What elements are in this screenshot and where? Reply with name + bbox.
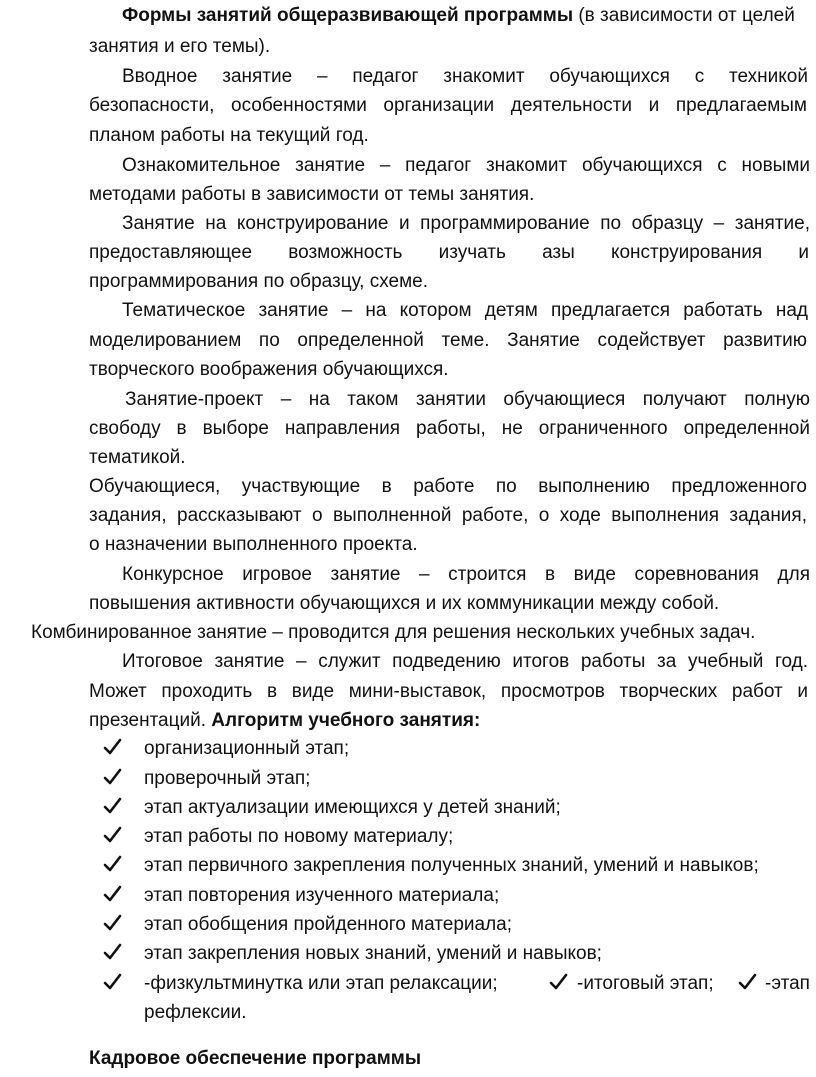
text-line: методами работы в зависимости от темы занятия. — [89, 184, 535, 205]
check-icon — [103, 737, 122, 761]
check-icon — [103, 972, 122, 996]
check-icon — [103, 942, 122, 966]
check-icon — [103, 767, 122, 791]
text-line: -этап — [765, 973, 810, 994]
text-line: рефлексии. — [144, 1002, 247, 1023]
text-line: творческого воображения обучающихся. — [89, 359, 449, 380]
text-line: -физкультминутка или этап релаксации; — [144, 973, 498, 994]
algorithm-step: организационный этап; — [144, 738, 350, 759]
algorithm-step: этап повторения изученного материала; — [144, 885, 500, 906]
text-line: программирования по образцу, схеме. — [89, 271, 428, 292]
forms-heading: Формы занятий общеразвивающей программы — [122, 5, 574, 26]
text-line: Может проходить в виде мини-выставок, просмотров творческих работ и — [89, 681, 808, 702]
text-line: Обучающиеся, участвующие в работе по выполнению предложенного — [89, 476, 807, 497]
algorithm-step: этап актуализации имеющихся у детей знаний; — [144, 797, 561, 818]
forms-heading-rest: (в зависимости от целей — [573, 5, 795, 26]
text-line: повышения активности обучающихся и их коммуникации между собой. — [89, 593, 720, 614]
check-icon — [103, 796, 122, 820]
text-line: Занятие-проект – на таком занятии обучающиеся получают полную — [125, 389, 810, 410]
text-line: Итоговое занятие – служит подведению итогов работы за учебный год. — [122, 651, 808, 672]
algorithm-heading: Алгоритм учебного занятия: — [211, 710, 481, 731]
check-icon — [103, 913, 122, 937]
text-line — [89, 709, 480, 733]
text-line: -итоговый этап; — [577, 973, 714, 994]
text-line: планом работы на текущий год. — [89, 125, 369, 146]
algorithm-step: этап обобщения пройденного материала; — [144, 914, 513, 935]
text-line: задания, рассказывают о выполненной работе, о ходе выполнения задания, — [89, 505, 807, 526]
text-line: Вводное занятие – педагог знакомит обучающихся с техникой — [122, 66, 808, 87]
staffing-heading-text: Кадровое обеспечение программы — [89, 1048, 422, 1069]
text-span: презентаций. — [89, 710, 207, 731]
staffing-heading — [89, 1047, 421, 1071]
text-line: Конкурсное игровое занятие – строится в виде соревнования для — [122, 564, 810, 585]
check-icon — [103, 825, 122, 849]
algorithm-step: проверочный этап; — [144, 768, 311, 789]
check-icon — [103, 854, 122, 878]
check-icon — [549, 972, 568, 996]
text-line: о назначении выполненного проекта. — [89, 534, 418, 555]
text-line: предоставляющее возможность изучать азы конструирования и — [89, 242, 809, 263]
forms-heading-line — [122, 4, 795, 28]
text-line: свободу в выборе направления работы, не ограниченного определенной — [89, 418, 810, 439]
check-icon — [738, 972, 757, 996]
algorithm-step: этап работы по новому материалу; — [144, 826, 454, 847]
text-line: тематикой. — [89, 447, 186, 468]
check-icon — [103, 884, 122, 908]
text-line: Занятие на конструирование и программирование по образцу – занятие, — [122, 213, 810, 234]
text-line: Тематическое занятие – на котором детям предлагается работать над — [122, 300, 808, 321]
text-line: занятия и его темы). — [89, 36, 271, 57]
algorithm-step: этап первичного закрепления полученных знаний, умений и навыков; — [144, 855, 759, 876]
text-line: Ознакомительное занятие – педагог знакомит обучающихся с новыми — [122, 155, 810, 176]
text-line: моделированием по определенной теме. Занятие содействует развитию — [89, 330, 807, 351]
algorithm-step: этап закрепления новых знаний, умений и навыков; — [144, 943, 602, 964]
text-line: безопасности, особенностями организации деятельности и предлагаемым — [89, 95, 807, 116]
text-line: Комбинированное занятие – проводится для решения нескольких учебных задач. — [31, 622, 756, 643]
